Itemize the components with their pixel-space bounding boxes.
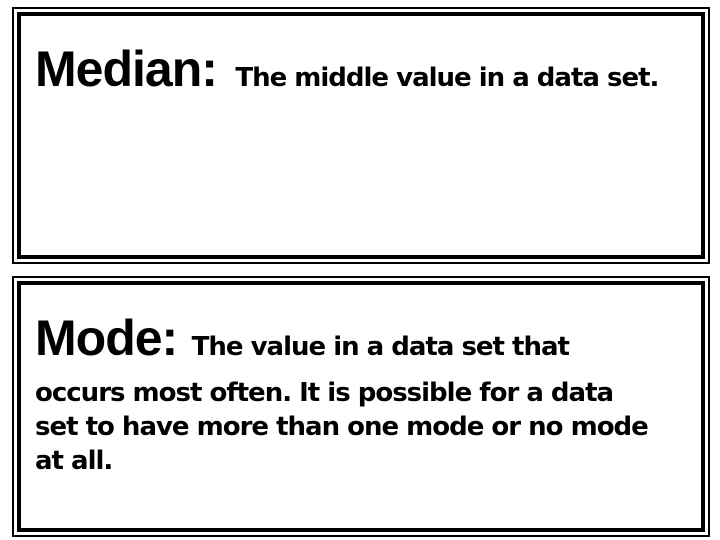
mode-definition-line-4: at all. <box>35 445 113 476</box>
mode-definition-line-3: set to have more than one mode or no mode <box>35 411 648 442</box>
mode-definition-continuation <box>35 377 695 478</box>
mode-term: Mode: <box>35 310 178 366</box>
mode-definition-line-2: occurs most often. It is possible for a data <box>35 378 614 408</box>
mode-definition-line-1: The value in a data set that <box>191 332 569 362</box>
mode-term-line <box>35 310 569 366</box>
median-card <box>17 12 705 259</box>
median-term-line <box>35 41 659 97</box>
mode-card <box>17 281 705 532</box>
median-definition: The middle value in a data set. <box>235 63 659 93</box>
median-term: Median: <box>35 41 217 97</box>
